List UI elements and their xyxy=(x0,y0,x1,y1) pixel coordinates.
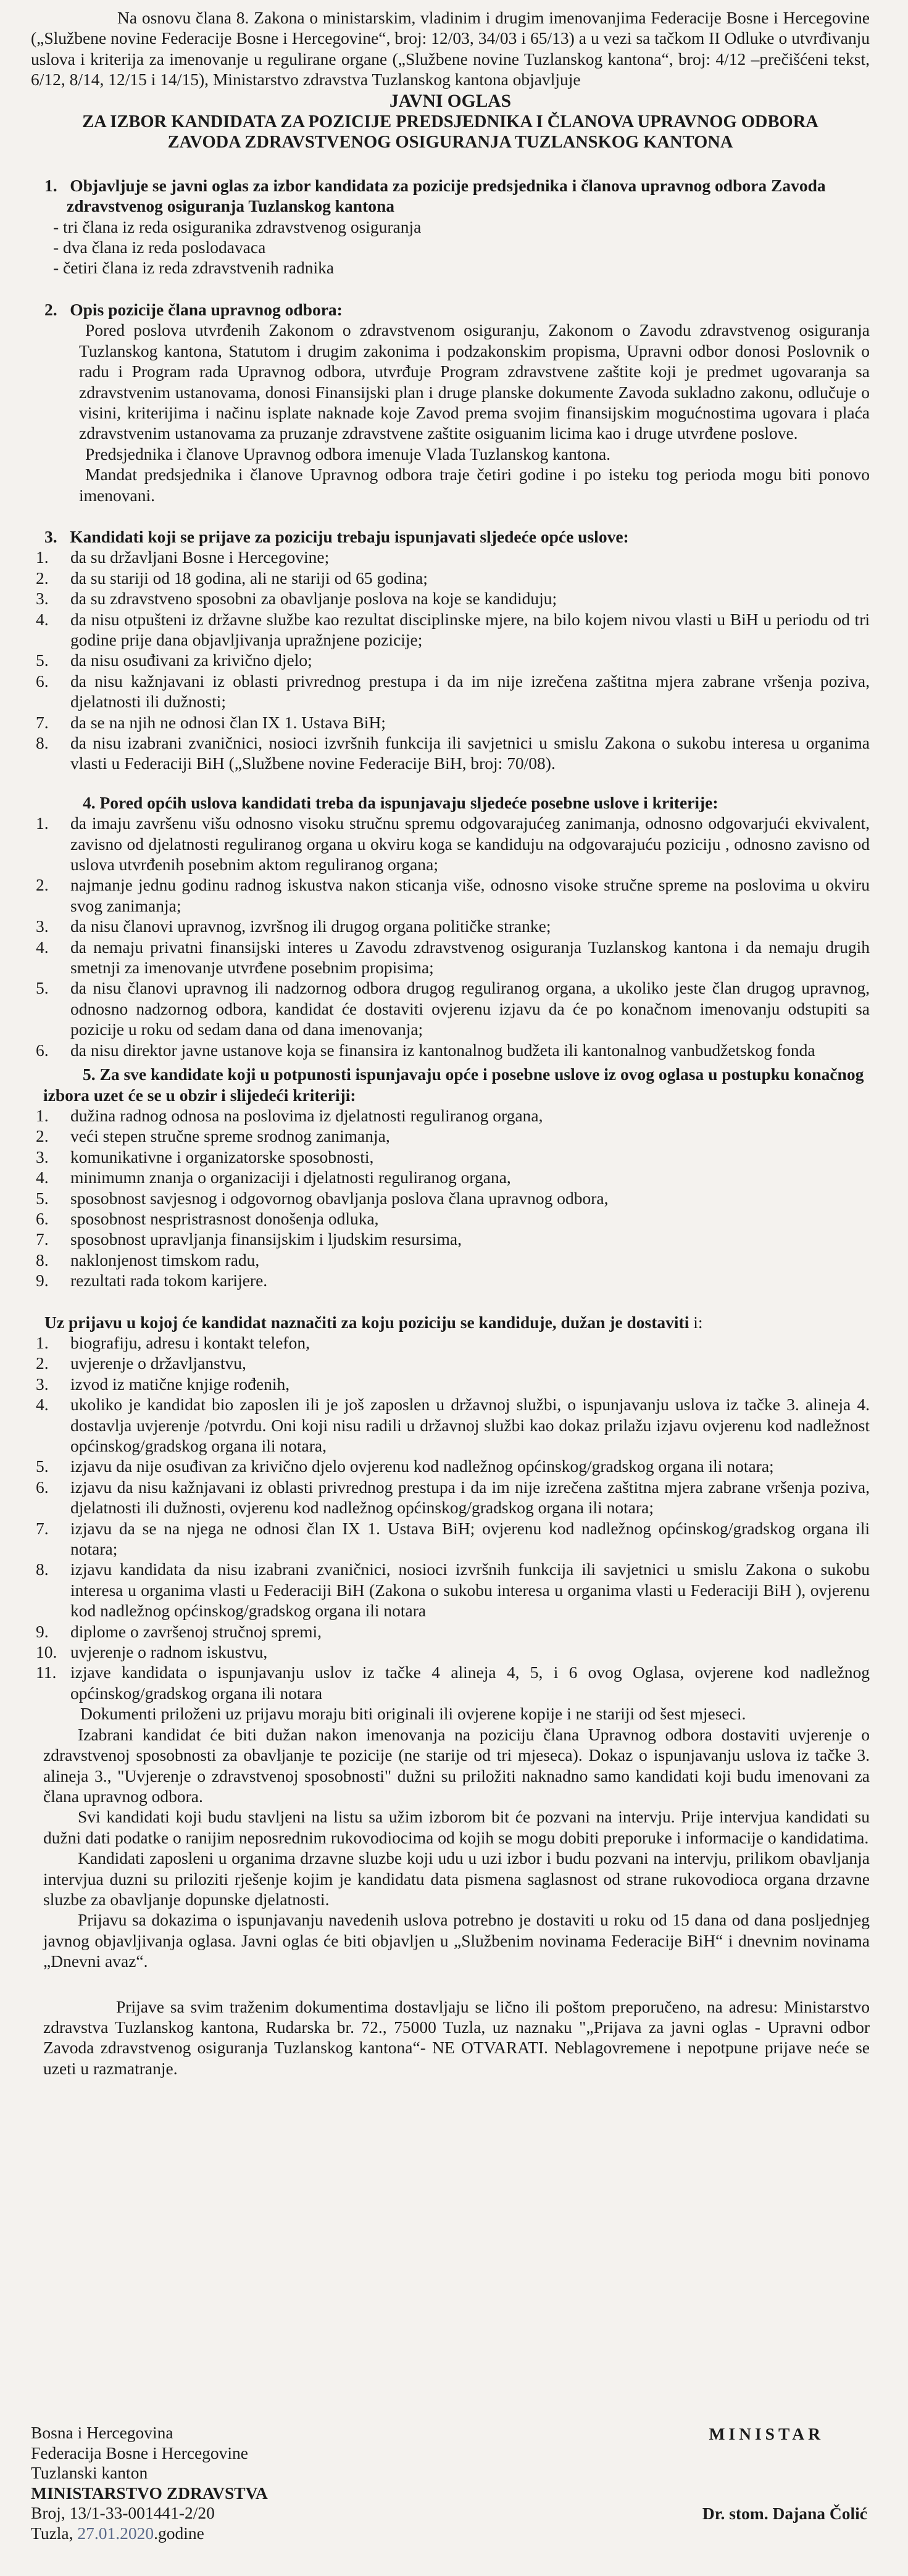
document-footer xyxy=(31,2423,870,2544)
signatory-title: MINISTAR xyxy=(709,2424,824,2443)
signatory-name: Dr. stom. Dajana Čolić xyxy=(702,2503,867,2523)
list-item: 11. izjave kandidata o ispunjavanju uslov iz tačke 4 alineja 4, 5, i 6 ovog Oglasa, ovjerene kod nadležnog općinskog/gradskog organa ili notara xyxy=(36,1663,870,1703)
documents-validity-paragraph: Dokumenti priloženi uz prijavu moraju biti originali ili ovjerene kopije i ne stariji od šest mjeseci. xyxy=(80,1704,746,1724)
issuer-line: Federacija Bosne i Hercegovine xyxy=(31,2443,249,2462)
list-item: 10. uvjerenje o radnom iskustvu, xyxy=(36,1642,268,1662)
section-1-heading xyxy=(31,175,870,217)
list-item: 8. izjavu kandidata da nisu izabrani zvaničnici, nosioci izvršnih funkcija ili savjetnici u smislu Zakona o sukobu interesa u organima vlasti u Federaciji BiH (Zakona o sukobu interesa u organima vlasti u Federaciji BiH ), ovjerenu kod nadležnog općinskog/gradskog organa ili notara xyxy=(36,1560,870,1621)
section-3-title: Kandidati koji se prijave za poziciju trebaju ispunjavati sljedeće opće uslove: xyxy=(70,526,629,546)
section-1-list xyxy=(31,217,870,278)
section-1-title: Objavljuje se javni oglas za izbor kandidata za pozicije predsjednika i članova upravnog odbora Zavoda zdravstvenog osiguranja Tuzlanskog kantona xyxy=(67,175,826,216)
section-2-paragraph: Mandat predsjednika i članove Upravnog odbora traje četiri godine i po isteku tog perioda mogu biti ponovo imenovani. xyxy=(79,465,870,505)
list-item: 4. da nemaju privatni finansijski interes u Zavodu zdravstvenog osiguranja Tuzlanskog kantona i da nemaju drugih smetnji za imenovanje utvrđene posebnim propisima; xyxy=(36,937,870,978)
section-2-paragraph: Pored poslova utvrđenih Zakonom o zdravstvenom osiguranju, Zakonom o Zavodu zdravstvenog osiguranja Tuzlanskog kantona, Statutom i drugim zakonima i podzakonskim propisma, Upravni odbor donosi Poslovnik o radu i Program rada Upravnog odbora, utvrđuje Program zdravstvene zaštite koji je predmet ugovaranja sa zdravstvenim ustanovama, donosi Finansijski plan i druge planske dokumente Zavoda sukladno zakonu, odlučuje o visini, kriterijima i načinu isplate naknade koje Zavod prema svojim finansijskim mogućnostima ugovara i plaća zdravstvenim ustanovama za pruzanje zdravstvene zaštite osiguanim licima kao i druge utvrđene poslove. xyxy=(79,320,870,443)
headline-subtitle-line-1: ZA IZBOR KANDIDATA ZA POZICIJE PREDSJEDNIKA I ČLANOVA UPRAVNOG ODBORA xyxy=(82,112,818,132)
list-item: 9. diplome o završenoj stručnoj spremi, xyxy=(36,1621,322,1641)
required-documents-list xyxy=(31,1332,870,1703)
section-2-body xyxy=(31,320,870,505)
intro-paragraph: Na osnovu člana 8. Zakona o ministarskim, vladinim i drugim imenovanjima Federacije Bosne i Hercegovine („Službene novine Federacije Bosne i Hercegovine“, broj: 12/03, 34/03 i 65/13) a u vezi sa tačkom II Odluke o utvrđivanju uslova i kriterija za imenovanje u regulirane organe („Službene novine Tuzlanskog kantona“, broj: 4/12 –prečišćeni tekst, 6/12, 8/14, 12/15 i 14/15), Ministarstvo zdravstva Tuzlanskog kantona objavljuje xyxy=(31,8,870,89)
section-1 xyxy=(31,175,870,278)
list-item: 5. sposobnost savjesnog i odgovornog obavljanja poslova člana upravnog odbora, xyxy=(36,1188,609,1208)
ministry-name: MINISTARSTVO ZDRAVSTVA xyxy=(31,2483,268,2503)
section-2-title: Opis pozicije člana upravnog odbora xyxy=(70,299,337,319)
section-2-number: 2. xyxy=(44,299,57,319)
required-documents-heading: Uz prijavu u kojoj će kandidat naznačiti za koju poziciju se kandiduje, dužan je dostaviti i: xyxy=(44,1312,703,1332)
document-date: Tuzla, 27.01.2020.godine xyxy=(31,2523,204,2543)
list-item: 8. da nisu izabrani zvaničnici, nosioci izvršnih funkcija ili savjetnici u smislu Zakona o sukobu interesa u organima vlasti u Federaciji BiH („Službene novine Federacije BiH, broj: 70/08). xyxy=(36,733,870,773)
signature-block xyxy=(702,2423,870,2544)
list-item: - dva člana iz reda poslodavaca xyxy=(53,237,870,257)
list-item: 5. da nisu osuđivani za krivično djelo; xyxy=(36,650,312,670)
health-certificate-paragraph: Izabrani kandidat će biti dužan nakon imenovanja na poziciju člana Upravnog odbora dostaviti uvjerenje o zdravstvenoj sposobnosti za obavljanje te pozicije (ne starije od tri mjeseca). Dokaz o ispunjavanju uslova iz tačke 3. alineja 3., "Uvjerenje o zdravstvenoj sposobnosti" dužni su priložiti naknadno samo kandidati koji budu imenovani za člana upravnog odbora. xyxy=(43,1724,870,1806)
list-item: 9. rezultati rada tokom karijere. xyxy=(36,1271,268,1290)
headline-subtitle-line-2: ZAVODA ZDRAVSTVENOG OSIGURANJA TUZLANSKOG KANTONA xyxy=(167,133,733,152)
list-item: 1. da su državljani Bosne i Hercegovine; xyxy=(36,547,330,567)
section-5 xyxy=(31,1064,870,1290)
section-3-heading xyxy=(31,526,870,547)
document-number: Broj, 13/1-33-001441-2/20 xyxy=(31,2503,215,2523)
document-headline xyxy=(31,91,870,153)
list-item: 3. komunikativne i organizatorske sposobnosti, xyxy=(36,1147,374,1166)
list-item: 6. izjavu da nisu kažnjavani iz oblasti privrednog prestupa i da im nije izrečena zaštitna mjera zabrane vršenja poziva, djelatnosti ili dužnosti, ovjerenu kod nadležnog općinskog/gradskog organa ili notara; xyxy=(36,1477,870,1518)
list-item: 2. veći stepen stručne spreme srodnog zanimanja, xyxy=(36,1126,390,1146)
list-item: 7. sposobnost upravljanja finansijskim i ljudskim resursima, xyxy=(36,1229,462,1249)
submission-paragraph: Prijave sa svim traženim dokumentima dostavljaju se lično ili poštom preporučeno, na adresu: Ministarstvo zdravstva Tuzlanskog kantona, Rudarska br. 72., 75000 Tuzla, uz naznaku "„Prijava za javni oglas - Upravni odbor Zavoda zdravstvenog osiguranja Tuzlanskog kantona“- NE OTVARATI. Neblagovremene i nepotpune prijave neće se uzeti u razmatranje. xyxy=(43,1996,870,2078)
section-4-heading: 4. Pored općih uslova kandidati treba da ispunjavaju sljedeće posebne uslove i kriterije: xyxy=(83,792,718,812)
list-item: 1. da imaju završenu višu odnosno visoku stručnu spremu odgovarajućeg zanimanja, odnosno odgovarjući ekvivalent, zavisno od djelatnosti reguliranog organa u okviru koga se kandiduju na odgovarajuću poziciju , odnosno zavisno od uslova utvrđenih posebnim aktom reguliranog organa; xyxy=(36,813,870,875)
list-item: 1. dužina radnog odnosa na poslovima iz djelatnosti reguliranog organa, xyxy=(36,1105,543,1125)
list-item: 4. minimumn znanja o organizaciji i djelatnosti reguliranog organa, xyxy=(36,1168,511,1187)
issuer-line: Tuzlanski kanton xyxy=(31,2463,148,2483)
section-5-heading: 5. Za sve kandidate koji u potpunosti ispunjavaju opće i posebne uslove iz ovog oglasa u postupku konačnog izbora uzet će se u obzir i slijedeći kriteriji: xyxy=(43,1065,864,1105)
list-item: - tri člana iz reda osiguranika zdravstvenog osiguranja xyxy=(53,217,870,237)
list-item: 5. izjavu da nije osuđivan za krivično djelo ovjerenu kod nadležnog općinskog/gradskog organa ili notara; xyxy=(36,1456,774,1476)
section-4-list xyxy=(31,813,870,1060)
list-item: 3. da nisu članovi upravnog, izvršnog ili drugog organa političke stranke; xyxy=(36,916,551,936)
list-item: 8. naklonjenost timskom radu, xyxy=(36,1250,260,1269)
list-item: 4. ukoliko je kandidat bio zaposlen ili je još zaposlen u državnoj službi, o ispunjavanju uslova iz tačke 3. alineja 4. dostavlja uvjerenje /potvrdu. Oni koji nisu radili u državnoj službi kao dokaz prilažu izjavu ovjerenu kod nadležnost općinskog/gradskog organa ili notara, xyxy=(36,1395,870,1455)
list-item: 6. sposobnost nespristrasnost donošenja odluka, xyxy=(36,1208,379,1228)
list-item: 6. da nisu direktor javne ustanove koja se finansira iz kantonalnog budžeta ili kantonalnog vanbudžetskog fonda xyxy=(36,1040,815,1060)
section-3 xyxy=(31,526,870,774)
list-item: 3. izvod iz matične knjige rođenih, xyxy=(36,1374,290,1394)
list-item: 4. da nisu otpušteni iz državne službe kao rezultat disciplinske mjere, na bilo kojem nivou vlasti u BiH u periodu od tri godine prije dana objavljivanja upražnjene pozicije; xyxy=(36,609,870,649)
list-item: 3. da su zdravstveno sposobni za obavljanje poslova na koje se kandiduju; xyxy=(36,589,557,609)
section-3-list xyxy=(31,547,870,773)
date-stamp: 27.01.2020 xyxy=(77,2523,154,2543)
issuer-block xyxy=(31,2423,268,2544)
section-2 xyxy=(31,299,870,505)
issuer-line: Bosna i Hercegovina xyxy=(31,2423,173,2442)
deadline-paragraph: Prijavu sa dokazima o ispunjavanju navedenih uslova potrebno je dostaviti u roku od 15 dana od dana posljednjeg javnog objavljivanja oglasa. Javni oglas će biti objavljen u „Službenim novinama Federacije BiH“ i dnevnim novinama „Dnevni avaz“. xyxy=(43,1910,870,1971)
section-4 xyxy=(31,792,870,1060)
list-item: 7. da se na njih ne odnosi član IX 1. Ustava BiH; xyxy=(36,712,386,732)
section-5-list xyxy=(31,1105,870,1291)
section-1-number: 1. xyxy=(44,175,57,195)
section-2-paragraph: Predsjednika i članove Upravnog odbora imenuje Vlada Tuzlanskog kantona. xyxy=(85,444,611,463)
section-3-number: 3. xyxy=(44,526,57,546)
section-2-heading: 2. Opis pozicije člana upravnog odbora: xyxy=(44,299,343,319)
interview-paragraph: Svi kandidati koji budu stavljeni na listu sa užim izborom bit će pozvani na intervju. Prije intervjua kandidati su dužni dati podatke o ranijim neposrednim rukovodiocima od kojih se mogu dobiti preporuke i informacije o kandidatima. xyxy=(43,1807,870,1847)
headline-title: JAVNI OGLAS xyxy=(389,91,511,111)
list-item: 7. izjavu da se na njega ne odnosi član IX 1. Ustava BiH; ovjerenu kod nadležnog općinskog/gradskog organa ili notara; xyxy=(36,1518,870,1559)
list-item: 5. da nisu članovi upravnog ili nadzornog odbora drugog reguliranog organa, a ukoliko jeste član drugog upravnog, odnosno nadzornog odbora, kandidat će dostaviti ovjerenu izjavu da će po konačnom imenovanju odstupiti sa pozicije u roku od sedam dana od dana imenovanja; xyxy=(36,978,870,1039)
list-item: 2. najmanje jednu godinu radnog iskustva nakon sticanja više, odnosno visoke stručne spreme na poslovima u okviru svog zanimanja; xyxy=(36,875,870,915)
list-item: - četiri člana iz reda zdravstvenih radnika xyxy=(53,257,870,278)
list-item: 2. da su stariji od 18 godina, ali ne stariji od 65 godina; xyxy=(36,568,428,588)
list-item: 6. da nisu kažnjavani iz oblasti privrednog prestupa i da im nije izrečena zaštitna mjera zabrane vršenja poziva, djelatnosti ili dužnosti; xyxy=(36,671,870,712)
state-employees-paragraph: Kandidati zaposleni u organima drzavne sluzbe koji udu u uzi izbor i budu pozvani na intervju, prilikom obavljanja intervjua duzni su priloziti rješenje kojim je kandidatu data pismena saglasnost od strane rukovodioca organa drzavne sluzbe za obavljanje dopunske djelatnosti. xyxy=(43,1848,870,1909)
list-item: 1. biografiju, adresu i kontakt telefon, xyxy=(36,1332,310,1352)
list-item: 2. uvjerenje o državljanstvu, xyxy=(36,1353,246,1373)
required-documents xyxy=(31,1312,870,1704)
